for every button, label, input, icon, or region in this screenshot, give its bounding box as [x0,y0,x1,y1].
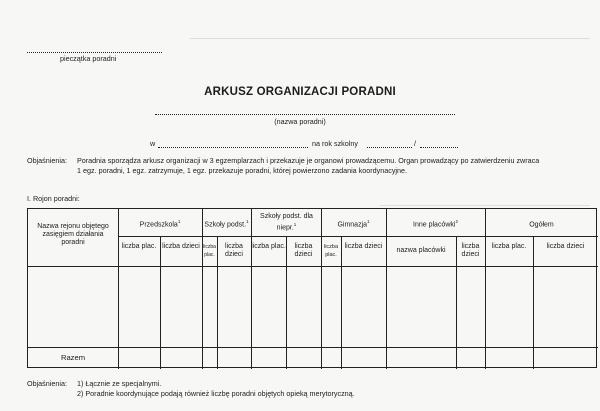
header-gimnazja: Gimnazja$^1$ [337,219,370,229]
col-line [386,209,387,369]
subheader-plac: liczba plac. [203,244,216,258]
explanation-label: Objaśnienia: [27,156,67,165]
header-bottom-line [28,266,598,267]
subheader-nazwa: nazwa placówki [396,247,446,254]
header-region-name: Nazwa rejonu objętego zasięgiem działania poradni [37,223,109,246]
section-title: I. Rojon poradni: [27,194,80,203]
year-end-line [420,147,458,148]
year-start-line [367,147,412,148]
stamp-line [27,52,162,53]
subheader-plac: liczba plac. [491,243,527,250]
header-ogolem: Ogółem [529,221,554,229]
col-line [251,209,252,369]
subheader-dzieci: liczba dzieci [461,243,480,258]
header-inne-placowki: Inne placówki$^2$ [413,219,458,229]
subheader-plac: liczba plac. [323,244,339,258]
subheader-dzieci: liczba dzieci [546,243,585,250]
name-line [155,114,455,115]
col-line [118,209,119,369]
name-label: (nazwa poradni) [274,117,326,126]
total-label: Razem [60,353,86,362]
subheader-plac: liczba plac. [251,243,286,250]
col-line [202,209,203,369]
location-line [158,147,308,148]
subcol-line [341,236,342,369]
col-line [485,209,486,369]
footnote-2: 2) Poradnie koordynujące podają również liczbę poradni objętych opieką merytoryczną. [77,389,355,398]
subheader-dzieci: liczba dzieci [225,243,243,258]
header-szkoly-niepr: Szkoły podst. dla niepr.$^1$ [260,213,313,232]
footnotes-label: Objaśnienia: [27,379,67,388]
header-szkoly-podst: Szkoły podst.$^1$ [204,219,249,229]
subcol-line [533,236,534,369]
region-table [27,208,597,368]
year-separator: / [414,139,416,148]
explanation-line-2: 1 egz. poradni, 1 egz. zatrzymuje, 1 egz. przekazuje poradni, której powierzono zadania koordynacyjne. [77,166,408,175]
subheader-dzieci: liczba dzieci [162,243,200,250]
bleed-line [190,38,590,39]
stamp-label: pieczątka poradni [60,54,117,63]
bleed-line [380,205,590,206]
header-divider [118,236,598,237]
explanation-line-1: Poradnia sporządza arkusz organizacji w 3 egzemplarzach i przekazuje je organowi prowadzącemu. Organ prowadzący po zatwierdzeniu zwraca [77,156,540,165]
subheader-plac: liczba plac. [121,243,157,250]
w-label: w [150,139,156,148]
school-year-label: na rok szkolny [312,139,358,148]
subheader-dzieci: liczba dzieci [294,243,313,258]
page-title: ARKUSZ ORGANIZACJI PORADNI [204,86,396,98]
subheader-dzieci: liczba dzieci [344,243,383,250]
footnote-1: 1) Łącznie ze specjalnymi. [77,379,162,388]
header-przedszkola: Przedszkola$^1$ [139,219,181,229]
col-line [321,209,322,369]
subcol-line [160,236,161,369]
total-row-line [28,347,598,348]
